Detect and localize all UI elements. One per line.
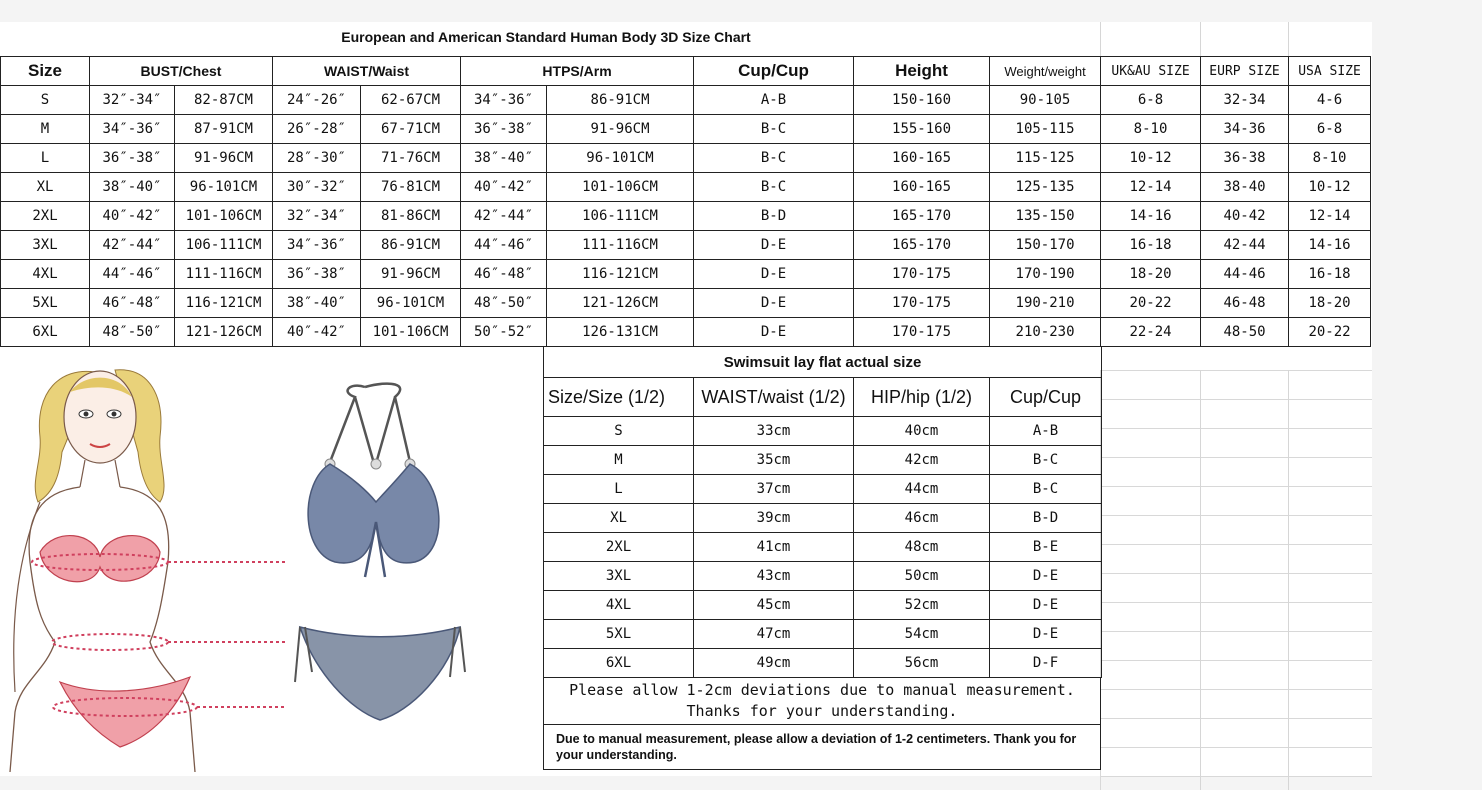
swim-header-hip: HIP/hip (1/2) bbox=[854, 378, 990, 417]
size-cell: 48″-50″ bbox=[90, 318, 175, 347]
size-cell: B-D bbox=[694, 202, 854, 231]
chart-title: European and American Standard Human Body 3D Size Chart bbox=[341, 29, 751, 45]
size-cell: 96-101CM bbox=[361, 289, 461, 318]
size-cell: 90-105 bbox=[990, 86, 1101, 115]
size-cell: B-C bbox=[694, 173, 854, 202]
size-cell: 106-111CM bbox=[547, 202, 694, 231]
size-cell: 20-22 bbox=[1101, 289, 1201, 318]
size-cell: 111-116CM bbox=[175, 260, 273, 289]
swim-size-row bbox=[544, 649, 1102, 678]
size-cell: 40-42 bbox=[1201, 202, 1289, 231]
size-row bbox=[1, 260, 1371, 289]
swim-size-cell: 39cm bbox=[694, 504, 854, 533]
swim-size-cell: B-D bbox=[990, 504, 1102, 533]
size-cell: 81-86CM bbox=[361, 202, 461, 231]
swim-size-cell: 45cm bbox=[694, 591, 854, 620]
size-cell: 8-10 bbox=[1289, 144, 1371, 173]
size-cell: 160-165 bbox=[854, 173, 990, 202]
size-cell: 2XL bbox=[1, 202, 90, 231]
size-cell: 3XL bbox=[1, 231, 90, 260]
manual-measurement-note: Due to manual measurement, please allow a deviation of 1-2 centimeters. Thank you for your understanding. bbox=[544, 725, 1101, 770]
size-cell: 16-18 bbox=[1101, 231, 1201, 260]
size-cell: 116-121CM bbox=[175, 289, 273, 318]
size-cell: 165-170 bbox=[854, 202, 990, 231]
size-cell: 170-175 bbox=[854, 260, 990, 289]
swim-size-cell: 5XL bbox=[544, 620, 694, 649]
swim-size-cell: D-F bbox=[990, 649, 1102, 678]
bikini-product-image bbox=[290, 372, 470, 732]
swim-size-row bbox=[544, 620, 1102, 649]
size-cell: 96-101CM bbox=[547, 144, 694, 173]
size-cell: 38-40 bbox=[1201, 173, 1289, 202]
grid-line bbox=[1288, 370, 1289, 790]
grid-line bbox=[1200, 370, 1201, 790]
size-cell: 36-38 bbox=[1201, 144, 1289, 173]
size-cell: 28″-30″ bbox=[273, 144, 361, 173]
spreadsheet-grid bbox=[1100, 370, 1372, 790]
swim-size-cell: D-E bbox=[990, 562, 1102, 591]
size-cell: 160-165 bbox=[854, 144, 990, 173]
notes-table bbox=[543, 677, 1101, 770]
swim-header-waist: WAIST/waist (1/2) bbox=[694, 378, 854, 417]
swim-size-cell: 48cm bbox=[854, 533, 990, 562]
size-cell: 101-106CM bbox=[361, 318, 461, 347]
size-cell: 36″-38″ bbox=[273, 260, 361, 289]
size-cell: 20-22 bbox=[1289, 318, 1371, 347]
swim-size-cell: 40cm bbox=[854, 417, 990, 446]
swim-title-row bbox=[544, 347, 1102, 378]
size-cell: 32″-34″ bbox=[273, 202, 361, 231]
size-cell: XL bbox=[1, 173, 90, 202]
size-cell: 34″-36″ bbox=[90, 115, 175, 144]
size-cell: 155-160 bbox=[854, 115, 990, 144]
size-cell: 40″-42″ bbox=[461, 173, 547, 202]
size-cell: 40″-42″ bbox=[273, 318, 361, 347]
main-table-body bbox=[1, 86, 1371, 347]
swim-size-row bbox=[544, 446, 1102, 475]
size-cell: 42″-44″ bbox=[90, 231, 175, 260]
size-cell: 18-20 bbox=[1101, 260, 1201, 289]
size-cell: 116-121CM bbox=[547, 260, 694, 289]
swim-size-row bbox=[544, 562, 1102, 591]
size-cell: M bbox=[1, 115, 90, 144]
swim-size-row bbox=[544, 475, 1102, 504]
size-cell: 10-12 bbox=[1101, 144, 1201, 173]
size-cell: 26″-28″ bbox=[273, 115, 361, 144]
swim-table-body bbox=[544, 347, 1102, 678]
size-cell: 42″-44″ bbox=[461, 202, 547, 231]
grid-line bbox=[1100, 22, 1101, 58]
size-row bbox=[1, 202, 1371, 231]
size-cell: 125-135 bbox=[990, 173, 1101, 202]
swim-size-cell: 56cm bbox=[854, 649, 990, 678]
size-cell: 48″-50″ bbox=[461, 289, 547, 318]
swim-size-cell: B-C bbox=[990, 475, 1102, 504]
size-cell: 86-91CM bbox=[361, 231, 461, 260]
swim-size-cell: 46cm bbox=[854, 504, 990, 533]
header-height: Height bbox=[854, 57, 990, 86]
header-eu-size: EURP SIZE bbox=[1201, 57, 1289, 86]
size-cell: 170-175 bbox=[854, 289, 990, 318]
size-cell: 34-36 bbox=[1201, 115, 1289, 144]
size-row bbox=[1, 173, 1371, 202]
size-cell: D-E bbox=[694, 231, 854, 260]
size-cell: D-E bbox=[694, 289, 854, 318]
size-cell: 38″-40″ bbox=[273, 289, 361, 318]
swim-size-cell: 44cm bbox=[854, 475, 990, 504]
size-cell: 24″-26″ bbox=[273, 86, 361, 115]
swim-size-cell: 50cm bbox=[854, 562, 990, 591]
size-cell: 67-71CM bbox=[361, 115, 461, 144]
size-cell: 4-6 bbox=[1289, 86, 1371, 115]
swim-size-cell: D-E bbox=[990, 620, 1102, 649]
woman-measurement-illustration bbox=[0, 352, 290, 772]
size-cell: 14-16 bbox=[1101, 202, 1201, 231]
header-waist: WAIST/Waist bbox=[273, 57, 461, 86]
header-size: Size bbox=[1, 57, 90, 86]
swim-size-cell: D-E bbox=[990, 591, 1102, 620]
swimsuit-flat-size-table bbox=[543, 346, 1102, 678]
swim-size-cell: M bbox=[544, 446, 694, 475]
swim-size-cell: 3XL bbox=[544, 562, 694, 591]
header-bust: BUST/Chest bbox=[90, 57, 273, 86]
swim-size-cell: A-B bbox=[990, 417, 1102, 446]
size-cell: 38″-40″ bbox=[461, 144, 547, 173]
size-cell: 106-111CM bbox=[175, 231, 273, 260]
size-cell: 101-106CM bbox=[547, 173, 694, 202]
size-cell: 34″-36″ bbox=[461, 86, 547, 115]
size-cell: 105-115 bbox=[990, 115, 1101, 144]
size-cell: 12-14 bbox=[1289, 202, 1371, 231]
size-cell: 36″-38″ bbox=[90, 144, 175, 173]
swim-size-cell: XL bbox=[544, 504, 694, 533]
swim-size-cell: 6XL bbox=[544, 649, 694, 678]
swim-size-cell: 52cm bbox=[854, 591, 990, 620]
size-cell: 115-125 bbox=[990, 144, 1101, 173]
size-cell: 165-170 bbox=[854, 231, 990, 260]
header-row bbox=[1, 57, 1371, 86]
size-cell: 91-96CM bbox=[175, 144, 273, 173]
swim-size-cell: 37cm bbox=[694, 475, 854, 504]
deviation-note: Please allow 1-2cm deviations due to manual measurement. Thanks for your understanding. bbox=[544, 678, 1101, 725]
size-cell: B-C bbox=[694, 115, 854, 144]
size-cell: 10-12 bbox=[1289, 173, 1371, 202]
size-cell: 38″-40″ bbox=[90, 173, 175, 202]
swim-size-cell: L bbox=[544, 475, 694, 504]
swim-size-cell: S bbox=[544, 417, 694, 446]
size-cell: 71-76CM bbox=[361, 144, 461, 173]
swim-size-cell: B-E bbox=[990, 533, 1102, 562]
size-cell: 121-126CM bbox=[547, 289, 694, 318]
size-cell: 126-131CM bbox=[547, 318, 694, 347]
size-cell: 44″-46″ bbox=[90, 260, 175, 289]
size-cell: 150-160 bbox=[854, 86, 990, 115]
swim-size-cell: 33cm bbox=[694, 417, 854, 446]
size-cell: 46-48 bbox=[1201, 289, 1289, 318]
size-cell: 32-34 bbox=[1201, 86, 1289, 115]
header-hips: HTPS/Arm bbox=[461, 57, 694, 86]
swim-size-cell: 2XL bbox=[544, 533, 694, 562]
swim-size-cell: 49cm bbox=[694, 649, 854, 678]
size-cell: 91-96CM bbox=[361, 260, 461, 289]
size-cell: 32″-34″ bbox=[90, 86, 175, 115]
size-cell: 16-18 bbox=[1289, 260, 1371, 289]
swim-header-row bbox=[544, 378, 1102, 417]
swim-size-cell: 35cm bbox=[694, 446, 854, 475]
grid-line bbox=[1200, 22, 1201, 58]
size-chart-sheet bbox=[0, 22, 1372, 776]
main-size-table bbox=[0, 56, 1371, 347]
swim-size-cell: 4XL bbox=[544, 591, 694, 620]
size-cell: 210-230 bbox=[990, 318, 1101, 347]
swim-size-row bbox=[544, 591, 1102, 620]
size-cell: B-C bbox=[694, 144, 854, 173]
size-cell: 6-8 bbox=[1289, 115, 1371, 144]
size-cell: 76-81CM bbox=[361, 173, 461, 202]
size-row bbox=[1, 231, 1371, 260]
swim-size-cell: B-C bbox=[990, 446, 1102, 475]
size-row bbox=[1, 144, 1371, 173]
size-cell: 48-50 bbox=[1201, 318, 1289, 347]
size-cell: 14-16 bbox=[1289, 231, 1371, 260]
swim-table-title: Swimsuit lay flat actual size bbox=[544, 347, 1102, 378]
size-cell: D-E bbox=[694, 260, 854, 289]
header-weight: Weight/weight bbox=[990, 57, 1101, 86]
size-cell: 34″-36″ bbox=[273, 231, 361, 260]
size-row bbox=[1, 318, 1371, 347]
size-cell: 6-8 bbox=[1101, 86, 1201, 115]
grid-line bbox=[1288, 22, 1289, 58]
size-cell: D-E bbox=[694, 318, 854, 347]
size-cell: 8-10 bbox=[1101, 115, 1201, 144]
size-cell: 150-170 bbox=[990, 231, 1101, 260]
swim-size-cell: 47cm bbox=[694, 620, 854, 649]
swim-size-cell: 43cm bbox=[694, 562, 854, 591]
swim-size-row bbox=[544, 533, 1102, 562]
size-cell: 6XL bbox=[1, 318, 90, 347]
size-row bbox=[1, 115, 1371, 144]
swim-size-row bbox=[544, 417, 1102, 446]
size-row bbox=[1, 289, 1371, 318]
size-cell: 4XL bbox=[1, 260, 90, 289]
size-cell: 96-101CM bbox=[175, 173, 273, 202]
size-cell: 46″-48″ bbox=[90, 289, 175, 318]
size-cell: 101-106CM bbox=[175, 202, 273, 231]
size-cell: 190-210 bbox=[990, 289, 1101, 318]
header-cup: Cup/Cup bbox=[694, 57, 854, 86]
size-cell: A-B bbox=[694, 86, 854, 115]
header-usa-size: USA SIZE bbox=[1289, 57, 1371, 86]
size-cell: 42-44 bbox=[1201, 231, 1289, 260]
size-cell: 111-116CM bbox=[547, 231, 694, 260]
size-cell: 121-126CM bbox=[175, 318, 273, 347]
size-cell: 40″-42″ bbox=[90, 202, 175, 231]
size-cell: 170-190 bbox=[990, 260, 1101, 289]
swim-size-row bbox=[544, 504, 1102, 533]
size-cell: 36″-38″ bbox=[461, 115, 547, 144]
size-cell: 30″-32″ bbox=[273, 173, 361, 202]
size-cell: 44-46 bbox=[1201, 260, 1289, 289]
swim-size-cell: 42cm bbox=[854, 446, 990, 475]
size-cell: 62-67CM bbox=[361, 86, 461, 115]
size-cell: 86-91CM bbox=[547, 86, 694, 115]
size-cell: 12-14 bbox=[1101, 173, 1201, 202]
size-cell: L bbox=[1, 144, 90, 173]
header-uk-au-size: UK&AU SIZE bbox=[1101, 57, 1201, 86]
size-cell: S bbox=[1, 86, 90, 115]
size-cell: 170-175 bbox=[854, 318, 990, 347]
size-cell: 5XL bbox=[1, 289, 90, 318]
size-cell: 44″-46″ bbox=[461, 231, 547, 260]
swim-header-size: Size/Size (1/2) bbox=[544, 378, 694, 417]
size-cell: 135-150 bbox=[990, 202, 1101, 231]
size-cell: 91-96CM bbox=[547, 115, 694, 144]
size-cell: 50″-52″ bbox=[461, 318, 547, 347]
swim-size-cell: 54cm bbox=[854, 620, 990, 649]
size-cell: 46″-48″ bbox=[461, 260, 547, 289]
size-cell: 18-20 bbox=[1289, 289, 1371, 318]
swim-header-cup: Cup/Cup bbox=[990, 378, 1102, 417]
size-row bbox=[1, 86, 1371, 115]
swim-size-cell: 41cm bbox=[694, 533, 854, 562]
size-cell: 87-91CM bbox=[175, 115, 273, 144]
size-cell: 22-24 bbox=[1101, 318, 1201, 347]
size-cell: 82-87CM bbox=[175, 86, 273, 115]
